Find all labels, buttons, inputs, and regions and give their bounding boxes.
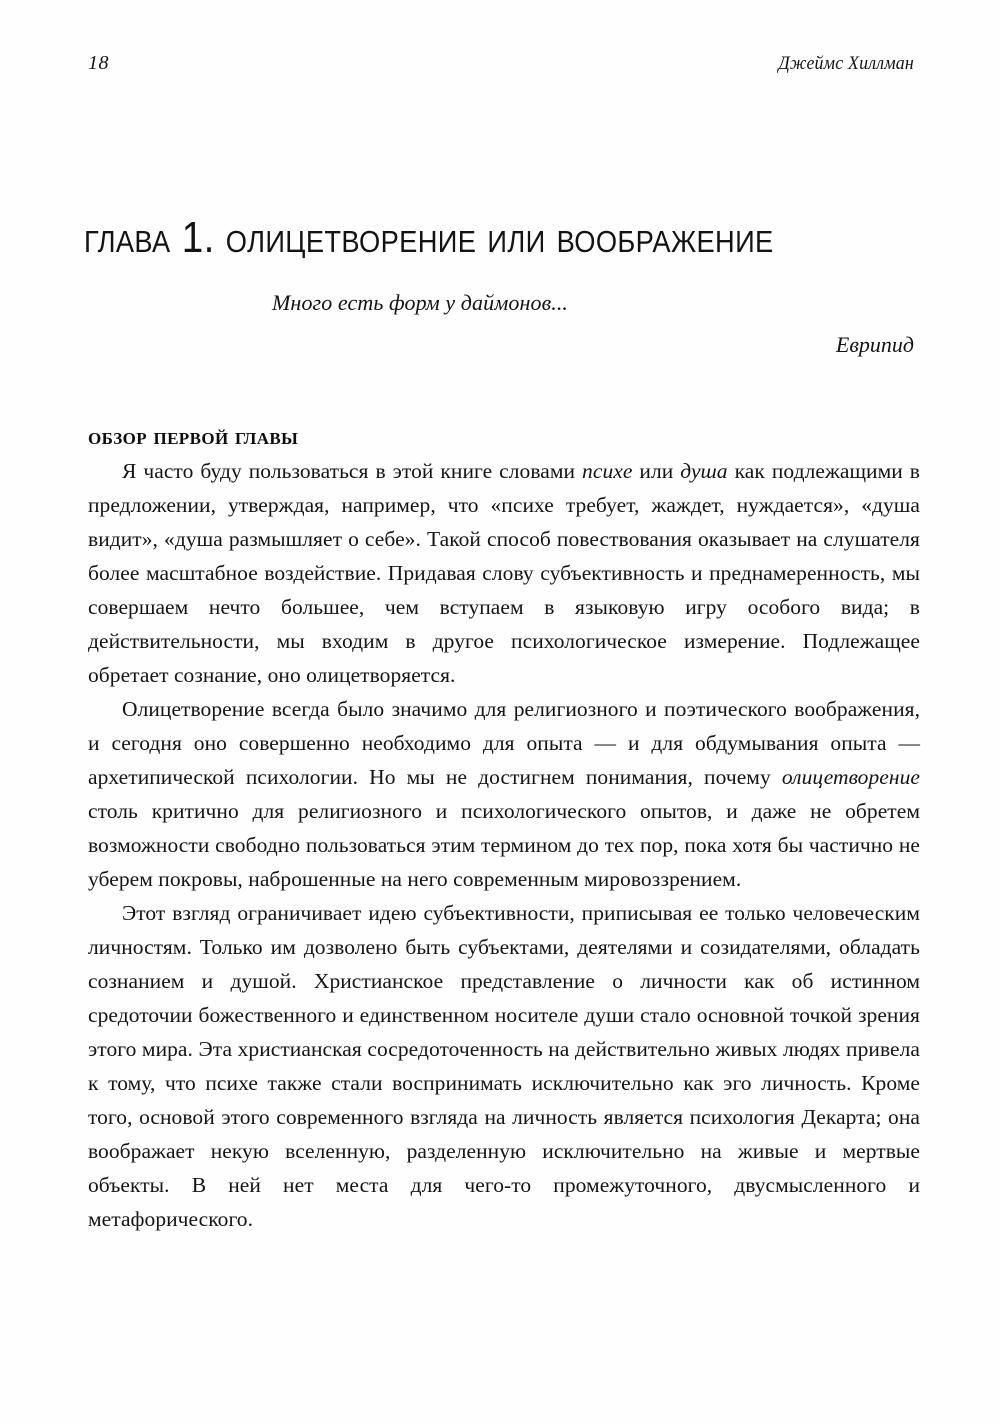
running-author-name: Джеймс Хиллман: [778, 53, 914, 74]
running-head: [88, 52, 918, 80]
epigraph: [272, 288, 918, 358]
body-text: [88, 454, 920, 1236]
body-paragraph: Я часто буду пользоваться в этой книге словами психе или душа как подлежащими в предложении, утверждая, например, что «психе требует, жаждет, нуждается», «душа видит», «душа размышляет о себе». Такой способ повествования оказывает на слушателя более масштабное воздействие. Придавая слову субъективность и преднамеренность, мы совершаем нечто большее, чем вступаем в языковую игру особого вида; в действительности, мы входим в другое психологическое измерение. Подлежащее обретает сознание, оно олицетворяется.: [88, 459, 920, 687]
section-heading: обзор первой главы: [88, 423, 299, 450]
page-number: 18: [88, 52, 109, 74]
epigraph-attribution: Еврипид: [835, 331, 914, 357]
epigraph-text: Много есть форм у даймонов...: [272, 290, 569, 315]
body-paragraph: Олицетворение всегда было значимо для религиозного и поэтического воображения, и сегодня оно совершенно необходимо для опыта — и для обдумывания опыта — архетипической психологии. Но мы не достигнем понимания, почему олицетворение столь критично для религиозного и психологического опытов, и даже не обретем возможности свободно пользоваться этим термином до тех пор, пока хотя бы частично не уберем покровы, наброшенные на него современным мировоззрением.: [88, 697, 920, 891]
chapter-title: глава 1. олицетворение или воображение: [84, 213, 774, 263]
body-paragraph: Этот взгляд ограничивает идею субъективности, приписывая ее только человеческим личностям. Только им дозволено быть субъектами, деятелями и созидателями, обладать сознанием и душой. Христианское представление о личности как об истинном средоточии божественного и единственном носителе души стало основной точкой зрения этого мира. Эта христианская сосредоточенность на действительно живых людях привела к тому, что психе также стали воспринимать исключительно как эго личность. Кроме того, основой этого современного взгляда на личность является психология Декарта; она воображает некую вселенную, разделенную исключительно на живые и мертвые объекты. В ней нет места для чего-то промежуточного, двусмысленного и метафорического.: [88, 901, 920, 1231]
